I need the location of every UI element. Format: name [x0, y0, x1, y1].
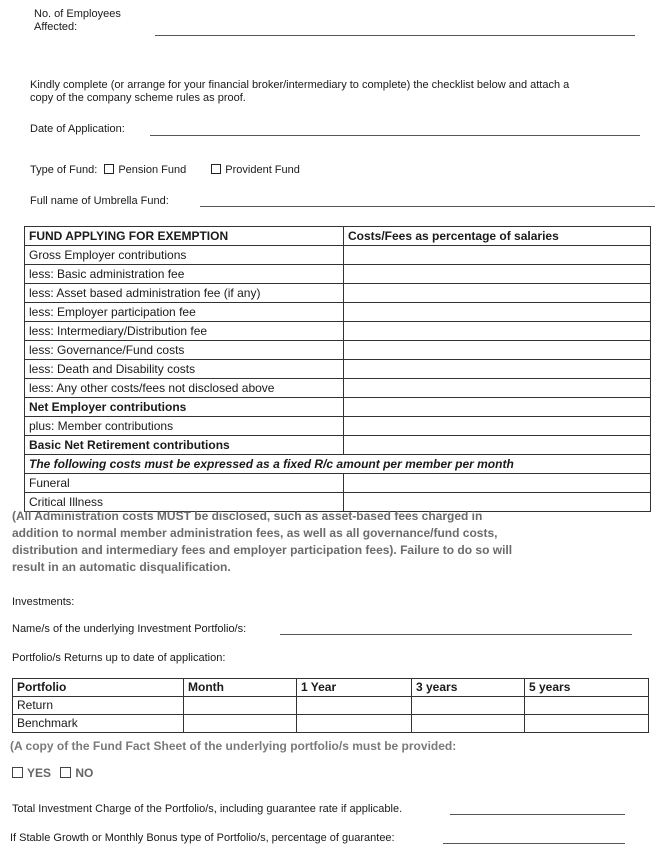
- table-row: [25, 398, 651, 417]
- investments-label: Investments:: [12, 596, 75, 608]
- umbrella-field[interactable]: [200, 206, 655, 207]
- no-checkbox[interactable]: [60, 767, 71, 778]
- disclosure-note-2: addition to normal member administration fees, as well as all governance/fund costs,: [12, 526, 498, 540]
- table-row: [25, 455, 651, 474]
- fee-header-costs: Costs/Fees as percentage of salaries: [344, 227, 651, 246]
- returns-header-3y: 3 years: [412, 679, 525, 697]
- fund-type-row: [30, 163, 300, 177]
- yes-no-row: [12, 766, 93, 780]
- yes-label: YES: [27, 766, 52, 780]
- table-row: [13, 715, 649, 733]
- fixed-cost-note: The following costs must be expressed as a fixed R/c amount per member per month: [25, 455, 651, 474]
- fee-row-label: Gross Employer contributions: [25, 246, 344, 265]
- returns-cell[interactable]: [184, 697, 297, 715]
- date-label: Date of Application:: [30, 123, 125, 135]
- charge-label: Total Investment Charge of the Portfolio/s, including guarantee rate if applicable.: [12, 803, 403, 815]
- fee-row-value[interactable]: [344, 360, 651, 379]
- fee-row-value[interactable]: [344, 265, 651, 284]
- table-row: [25, 474, 651, 493]
- disclosure-note-3: distribution and intermediary fees and employer participation fees). Failure to do so will: [12, 543, 513, 557]
- provident-fund-label: Provident Fund: [225, 164, 300, 176]
- fee-row-value[interactable]: [344, 417, 651, 436]
- fee-row-label: less: Asset based administration fee (if any): [25, 284, 344, 303]
- yes-checkbox[interactable]: [12, 767, 23, 778]
- pension-fund-checkbox[interactable]: [104, 164, 114, 174]
- employees-field[interactable]: [155, 35, 635, 36]
- returns-cell[interactable]: [297, 697, 412, 715]
- returns-header-1y: 1 Year: [297, 679, 412, 697]
- returns-table-header: [13, 679, 649, 697]
- fixed-row-value[interactable]: [344, 474, 651, 493]
- table-row: [25, 265, 651, 284]
- returns-cell[interactable]: [297, 715, 412, 733]
- fee-row-label: less: Governance/Fund costs: [25, 341, 344, 360]
- fund-type-label: Type of Fund:: [30, 164, 98, 176]
- portfolio-name-label: Name/s of the underlying Investment Portfolio/s:: [12, 623, 247, 635]
- returns-cell[interactable]: [412, 715, 525, 733]
- guarantee-field[interactable]: [443, 843, 625, 844]
- fee-row-value[interactable]: [344, 246, 651, 265]
- returns-header-month: Month: [184, 679, 297, 697]
- fee-row-label: less: Basic administration fee: [25, 265, 344, 284]
- returns-cell[interactable]: [525, 715, 649, 733]
- returns-table: [12, 678, 649, 733]
- no-label: NO: [75, 766, 94, 780]
- fee-row-value[interactable]: [344, 341, 651, 360]
- fee-row-label: Net Employer contributions: [25, 398, 344, 417]
- table-row: [25, 379, 651, 398]
- fee-row-label: plus: Member contributions: [25, 417, 344, 436]
- date-field[interactable]: [150, 135, 640, 136]
- table-row: [25, 284, 651, 303]
- fee-row-label: less: Death and Disability costs: [25, 360, 344, 379]
- instruction-line-2: copy of the company scheme rules as proof.: [30, 92, 246, 104]
- fee-row-value[interactable]: [344, 436, 651, 455]
- returns-cell[interactable]: [412, 697, 525, 715]
- factsheet-note: (A copy of the Fund Fact Sheet of the underlying portfolio/s must be provided:: [10, 739, 457, 753]
- fee-row-label: less: Intermediary/Distribution fee: [25, 322, 344, 341]
- fee-row-label: Basic Net Retirement contributions: [25, 436, 344, 455]
- guarantee-label: If Stable Growth or Monthly Bonus type of Portfolio/s, percentage of guarantee:: [10, 832, 395, 844]
- table-row: [25, 303, 651, 322]
- returns-header-portfolio: Portfolio: [13, 679, 184, 697]
- fixed-row-label: Funeral: [25, 474, 344, 493]
- employees-label-1: No. of Employees: [34, 8, 121, 20]
- charge-field[interactable]: [450, 814, 625, 815]
- returns-cell[interactable]: [525, 697, 649, 715]
- returns-row-label: Benchmark: [13, 715, 184, 733]
- fee-row-value[interactable]: [344, 379, 651, 398]
- returns-header-5y: 5 years: [525, 679, 649, 697]
- table-row: [13, 697, 649, 715]
- table-row: [25, 436, 651, 455]
- table-row: [25, 341, 651, 360]
- fee-row-value[interactable]: [344, 284, 651, 303]
- fee-row-value[interactable]: [344, 322, 651, 341]
- employees-label-2: Affected:: [34, 21, 78, 33]
- returns-label: Portfolio/s Returns up to date of application:: [12, 652, 226, 664]
- disclosure-note-1: (All Administration costs MUST be disclosed, such as asset-based fees charged in: [12, 509, 483, 523]
- umbrella-label: Full name of Umbrella Fund:: [30, 195, 169, 207]
- fee-row-value[interactable]: [344, 398, 651, 417]
- table-row: [25, 246, 651, 265]
- provident-fund-checkbox[interactable]: [211, 164, 221, 174]
- fee-header-fund: FUND APPLYING FOR EXEMPTION: [25, 227, 344, 246]
- returns-row-label: Return: [13, 697, 184, 715]
- table-row: [25, 322, 651, 341]
- returns-cell[interactable]: [184, 715, 297, 733]
- instruction-line-1: Kindly complete (or arrange for your financial broker/intermediary to complete) the checklist below and attach a: [30, 79, 570, 91]
- fee-table-header: [25, 227, 651, 246]
- pension-fund-label: Pension Fund: [118, 164, 187, 176]
- table-row: [25, 417, 651, 436]
- fee-table: [24, 226, 651, 512]
- fee-row-value[interactable]: [344, 303, 651, 322]
- fee-row-label: less: Any other costs/fees not disclosed above: [25, 379, 344, 398]
- fee-row-label: less: Employer participation fee: [25, 303, 344, 322]
- portfolio-name-field[interactable]: [280, 634, 632, 635]
- table-row: [25, 360, 651, 379]
- fixed-row-label: Critical Illness: [25, 493, 344, 512]
- disclosure-note-4: result in an automatic disqualification.: [12, 560, 231, 574]
